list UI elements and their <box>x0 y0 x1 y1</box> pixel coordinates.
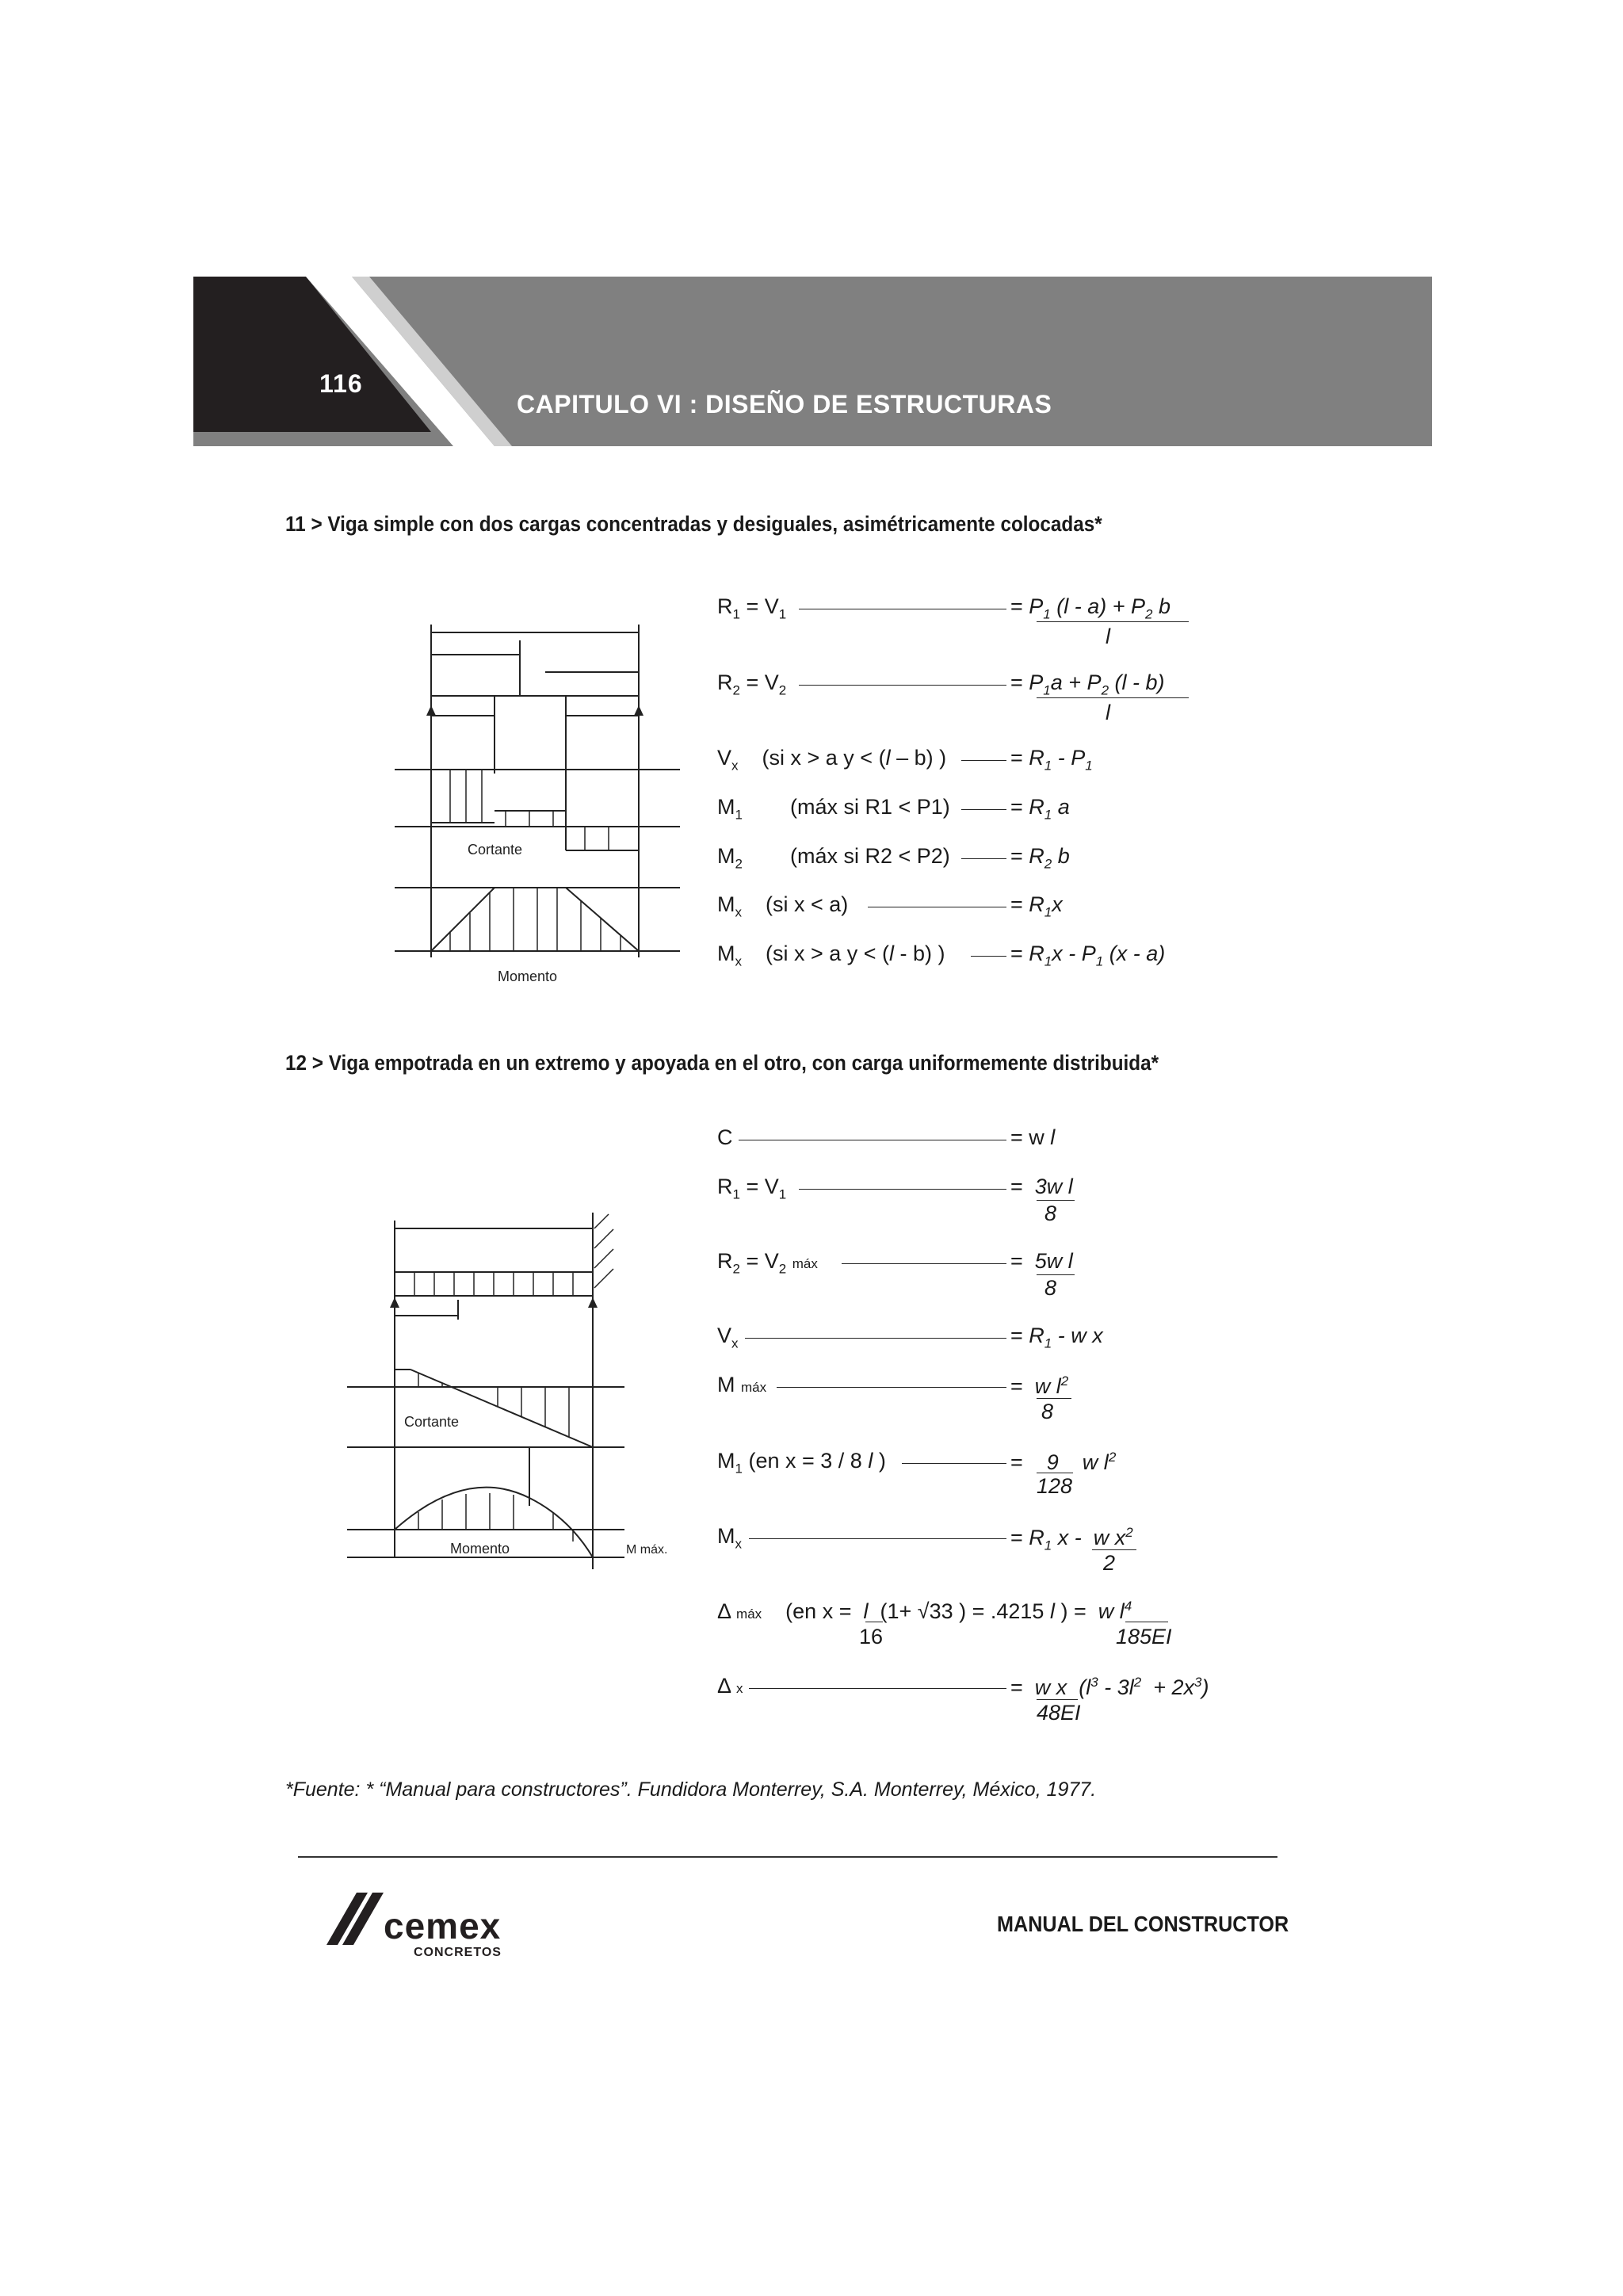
formula-12-4-rhs: = $R_1$ - w x <box>1010 1324 1103 1351</box>
section-11-diagram <box>379 609 704 991</box>
formula-11-3-rhs: = $R_1 - P_1$ <box>1010 746 1093 774</box>
chapter-title: CAPITULO VI : DISEÑO DE ESTRUCTURAS <box>517 390 1052 418</box>
shear-label-12: Cortante <box>404 1414 460 1430</box>
moment-label-12: Momento <box>450 1541 510 1557</box>
formula-12-2-lhs: $R_1 = V_1$ <box>717 1175 787 1202</box>
manual-title: MANUAL DEL CONSTRUCTOR <box>997 1912 1289 1936</box>
formula-12-5-rhs: = w $l^2$ <box>1010 1373 1069 1398</box>
cemex-logo <box>320 1891 542 1962</box>
formula-11-7-lhs: $M_x$ (si x > a y < (l - b) ) <box>717 942 945 969</box>
formula-11-4-rhs: = $R_1$ a <box>1010 795 1070 823</box>
moment-label: Momento <box>498 968 558 984</box>
shear-label: Cortante <box>468 842 523 858</box>
formula-11-1-lhs: $R_1 = V_1$ <box>717 594 787 622</box>
formula-11-2-lhs: $R_2 = V_2$ <box>717 670 787 698</box>
formula-12-4-lhs: $V_x$ <box>717 1324 739 1351</box>
formula-12-6-rhs: = 9 w $l^2$ <box>1010 1450 1117 1474</box>
section-12-diagram <box>331 1205 680 1581</box>
svg-text:CONCRETOS: CONCRETOS <box>414 1946 502 1959</box>
chapter-header <box>193 277 1432 446</box>
formula-12-1-lhs: C <box>717 1125 733 1149</box>
formula-12-9-rhs: = w x $(l^3 - 3l^2 + 2x^3)$ <box>1010 1675 1209 1699</box>
formula-11-1-rhs: = $P_1$ $(l - a) + P_2$ b <box>1010 594 1171 622</box>
formula-12-7-lhs: $M_x$ <box>717 1524 742 1552</box>
mmax-label: M máx. <box>626 1543 668 1557</box>
formula-12-3-lhs: $R_2 = V_2$ máx <box>717 1249 818 1277</box>
formula-11-5-rhs: = $R_2$ b <box>1010 844 1070 872</box>
page-number: 116 <box>319 369 363 398</box>
formula-11-4-lhs: $M_1$ (máx si R1 < P1) <box>717 795 950 823</box>
formula-11-7-rhs: = $R_1x - P_1$ (x - a) <box>1010 942 1166 969</box>
formula-12-2-rhs: = 3w l <box>1010 1175 1073 1198</box>
formula-12-7-rhs: = $R_1$ x - w $x^2$ <box>1010 1525 1133 1553</box>
formula-11-2-rhs: = $P_1a + P_2$ (l - b) <box>1010 670 1165 698</box>
formula-12-1-rhs: = w l <box>1010 1125 1056 1149</box>
svg-text:cemex: cemex <box>384 1905 502 1946</box>
formula-11-6-rhs: = $R_1x$ <box>1010 892 1063 920</box>
formula-11-5-lhs: $M_2$ (máx si R2 < P2) <box>717 844 950 872</box>
formula-12-8-lhs: Δ máx (en x = l (1+ √33 ) = .4215 l ) = w $l^4$ <box>717 1599 1132 1623</box>
formula-11-6-lhs: $M_x$ (si x < a) <box>717 892 849 920</box>
formula-12-9-lhs: Δ x <box>717 1674 743 1698</box>
section-12-title: 12 > Viga empotrada en un extremo y apoyada en el otro, con carga uniformemente distribuida* <box>285 1051 1159 1075</box>
formula-12-6-lhs: $M_1$ (en x = 3 / 8 l ) <box>717 1449 886 1477</box>
footer-divider <box>298 1856 1277 1858</box>
section-11-title: 11 > Viga simple con dos cargas concentradas y desiguales, asimétricamente colocadas* <box>285 512 1102 536</box>
formula-11-3-lhs: $V_x$ (si x > a y < (l – b) ) <box>717 746 947 774</box>
formula-12-5-lhs: M máx <box>717 1373 767 1396</box>
formula-12-3-rhs: = 5w l <box>1010 1249 1073 1273</box>
source-footnote: *Fuente: * “Manual para constructores”. Fundidora Monterrey, S.A. Monterrey, México, 1977. <box>285 1778 1097 1801</box>
